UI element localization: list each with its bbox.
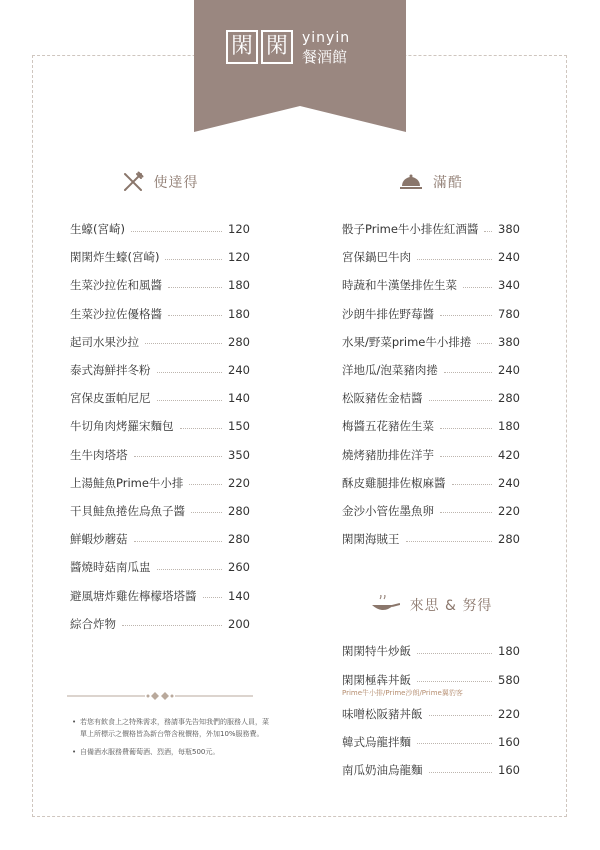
menu-item-name: 閑閑海賊王 — [342, 532, 400, 547]
menu-item-price: 240 — [498, 363, 520, 378]
section-header — [342, 168, 520, 196]
menu-item-name: 閑閑極犇丼飯 — [342, 672, 411, 687]
menu-item — [70, 243, 250, 271]
section-title: 來思 & 努得 — [409, 598, 493, 615]
dot-leader — [484, 231, 492, 232]
dot-leader — [440, 428, 492, 429]
menu-item-name: 宮保鍋巴牛肉 — [342, 250, 411, 265]
menu-item-name: 上湯鮭魚Prime牛小排 — [70, 475, 184, 490]
logo-char: 閑 — [261, 30, 293, 64]
ornament-divider — [67, 686, 253, 696]
menu-item — [70, 271, 250, 299]
brand-name-zh: 餐酒館 — [302, 48, 348, 66]
dot-leader — [429, 772, 493, 773]
dot-leader — [191, 512, 222, 513]
appetizer-section — [70, 168, 250, 638]
menu-item-price: 140 — [228, 391, 250, 406]
dot-leader — [168, 287, 222, 288]
dot-leader — [417, 653, 492, 654]
footnotes — [72, 716, 272, 764]
dot-leader — [429, 715, 493, 716]
menu-item-name: 宮保皮蛋帕尼尼 — [70, 391, 151, 406]
menu-item — [342, 756, 520, 784]
menu-item-price: 380 — [498, 334, 520, 349]
menu-item-price: 160 — [498, 734, 520, 749]
menu-item-price: 350 — [228, 447, 250, 462]
menu-list — [342, 215, 520, 553]
menu-item — [70, 384, 250, 412]
menu-item-name: 骰子Prime牛小排佐紅酒醬 — [342, 222, 479, 237]
dot-leader — [452, 484, 493, 485]
menu-item-price: 380 — [498, 222, 520, 237]
menu-item-name: 時蔬和牛漢堡排佐生菜 — [342, 278, 457, 293]
menu-item-price: 200 — [228, 616, 250, 631]
menu-item — [70, 497, 250, 525]
menu-item-name: 梅醬五花豬佐生菜 — [342, 419, 434, 434]
menu-item-price: 180 — [498, 644, 520, 659]
menu-item-name: 金沙小管佐墨魚卵 — [342, 503, 434, 518]
footnote-text: 若您有飲食上之特殊需求，務請事先告知我們的服務人員，菜單上所標示之價格皆為新台幣含稅價格，外加10%服務費。 — [80, 718, 269, 738]
dot-leader — [157, 400, 223, 401]
footnote: • 若您有飲食上之特殊需求，務請事先告知我們的服務人員，菜單上所標示之價格皆為新台幣含稅價格，外加10%服務費。 — [72, 716, 272, 740]
menu-item — [342, 441, 520, 469]
menu-item-price: 120 — [228, 250, 250, 265]
menu-item-name: 生蠔(宮崎) — [70, 222, 125, 237]
dot-leader — [463, 287, 492, 288]
menu-item-name: 生菜沙拉佐優格醬 — [70, 306, 162, 321]
menu-item — [342, 700, 520, 728]
menu-item-name: 酥皮雞腿排佐椒麻醬 — [342, 475, 446, 490]
dot-leader — [477, 343, 492, 344]
menu-item-price: 280 — [498, 391, 520, 406]
menu-item — [70, 525, 250, 553]
menu-item — [342, 384, 520, 412]
menu-item — [70, 215, 250, 243]
menu-item — [70, 469, 250, 497]
menu-item-name: 牛切角肉烤羅宋麵包 — [70, 419, 174, 434]
menu-item-name: 沙朗牛排佐野莓醬 — [342, 306, 434, 321]
menu-item-name: 醬燒時菇南瓜盅 — [70, 560, 151, 575]
fork-knife-icon — [122, 171, 144, 193]
menu-item-price: 140 — [228, 588, 250, 603]
menu-item — [342, 637, 520, 665]
menu-item-note: Prime牛小排/Prime沙朗/Prime翼豹客 — [342, 688, 463, 697]
menu-item-price: 240 — [228, 363, 250, 378]
menu-item-name: 水果/野菜prime牛小排捲 — [342, 334, 472, 349]
menu-item-name: 避風塘炸雞佐檸檬塔塔醬 — [70, 588, 197, 603]
menu-item-price: 180 — [228, 278, 250, 293]
menu-item-name: 泰式海鮮拌冬粉 — [70, 363, 151, 378]
wok-icon — [370, 595, 400, 615]
dot-leader — [134, 456, 223, 457]
menu-item — [70, 356, 250, 384]
menu-item — [70, 300, 250, 328]
section-title: 滿酷 — [433, 175, 463, 191]
menu-item — [70, 412, 250, 440]
menu-item — [342, 497, 520, 525]
dot-leader — [203, 597, 223, 598]
menu-item-price: 240 — [498, 475, 520, 490]
menu-item — [342, 356, 520, 384]
menu-item-price: 150 — [228, 419, 250, 434]
menu-item-price: 280 — [228, 503, 250, 518]
dot-leader — [429, 400, 493, 401]
menu-item — [342, 728, 520, 756]
menu-list — [342, 637, 520, 784]
menu-item-name: 生牛肉塔塔 — [70, 447, 128, 462]
menu-item — [342, 469, 520, 497]
dot-leader — [440, 456, 492, 457]
menu-item-price: 120 — [228, 222, 250, 237]
menu-item — [342, 300, 520, 328]
menu-item — [342, 525, 520, 553]
dot-leader — [417, 681, 492, 682]
menu-item-price: 220 — [498, 503, 520, 518]
dot-leader — [406, 541, 493, 542]
dot-leader — [134, 541, 223, 542]
footnote-text: 自備酒水服務費葡萄酒、烈酒，每瓶500元。 — [80, 748, 220, 756]
footnote: • 自備酒水服務費葡萄酒、烈酒，每瓶500元。 — [72, 748, 220, 756]
menu-item-price: 280 — [228, 334, 250, 349]
brand-logo — [226, 30, 350, 66]
menu-item-price: 180 — [228, 306, 250, 321]
dot-leader — [145, 343, 222, 344]
dot-leader — [180, 428, 223, 429]
brand-banner — [194, 0, 406, 132]
dot-leader — [168, 315, 222, 316]
dot-leader — [157, 372, 223, 373]
menu-item — [342, 243, 520, 271]
menu-item-price: 260 — [228, 560, 250, 575]
menu-item-price: 780 — [498, 306, 520, 321]
logo-char: 閑 — [226, 30, 258, 64]
section-header — [70, 168, 250, 196]
menu-item — [342, 328, 520, 356]
dot-leader — [444, 372, 492, 373]
menu-item-name: 干貝鮭魚捲佐烏魚子醬 — [70, 503, 185, 518]
menu-item-price: 340 — [498, 278, 520, 293]
menu-item-name: 鮮蝦炒蘑菇 — [70, 532, 128, 547]
menu-item-price: 220 — [228, 475, 250, 490]
dot-leader — [440, 512, 492, 513]
menu-item-price: 420 — [498, 447, 520, 462]
menu-item-price: 220 — [498, 706, 520, 721]
menu-item-name: 松阪豬佐金桔醬 — [342, 391, 423, 406]
dot-leader — [189, 484, 222, 485]
brand-name-en: yinyin — [302, 30, 351, 46]
menu-item-price: 180 — [498, 419, 520, 434]
menu-item-price: 240 — [498, 250, 520, 265]
menu-item-name: 洋地瓜/泡菜豬肉捲 — [342, 363, 438, 378]
main-course-section — [342, 168, 520, 784]
menu-item-name: 綜合炸物 — [70, 616, 116, 631]
menu-item — [342, 215, 520, 243]
menu-item-name: 閑閑炸生蠔(宮崎) — [70, 250, 160, 265]
dot-leader — [417, 259, 492, 260]
menu-list — [70, 215, 250, 638]
menu-item-name: 生菜沙拉佐和風醬 — [70, 278, 162, 293]
dot-leader — [165, 259, 222, 260]
menu-item — [70, 328, 250, 356]
dot-leader — [417, 743, 492, 744]
menu-item-price: 280 — [228, 532, 250, 547]
menu-item — [342, 412, 520, 440]
dot-leader — [122, 625, 222, 626]
menu-item-name: 南瓜奶油烏龍麵 — [342, 763, 423, 778]
menu-item — [70, 581, 250, 609]
menu-item — [70, 610, 250, 638]
dot-leader — [157, 569, 223, 570]
menu-item-name: 燒烤豬肋排佐洋芋 — [342, 447, 434, 462]
menu-item — [342, 271, 520, 299]
cloche-icon — [399, 173, 423, 191]
menu-item-price: 160 — [498, 763, 520, 778]
section-title: 使達得 — [153, 175, 199, 191]
section-header — [342, 591, 520, 619]
dot-leader — [440, 315, 492, 316]
menu-item — [70, 441, 250, 469]
menu-item-price: 280 — [498, 532, 520, 547]
menu-item-name: 起司水果沙拉 — [70, 334, 139, 349]
menu-item-name: 閑閑特牛炒飯 — [342, 644, 411, 659]
dot-leader — [131, 231, 222, 232]
menu-item-price: 580 — [498, 672, 520, 687]
menu-item — [70, 553, 250, 581]
menu-item-name: 味噌松阪豬丼飯 — [342, 706, 423, 721]
menu-item-name: 韓式烏龍拌麵 — [342, 734, 411, 749]
